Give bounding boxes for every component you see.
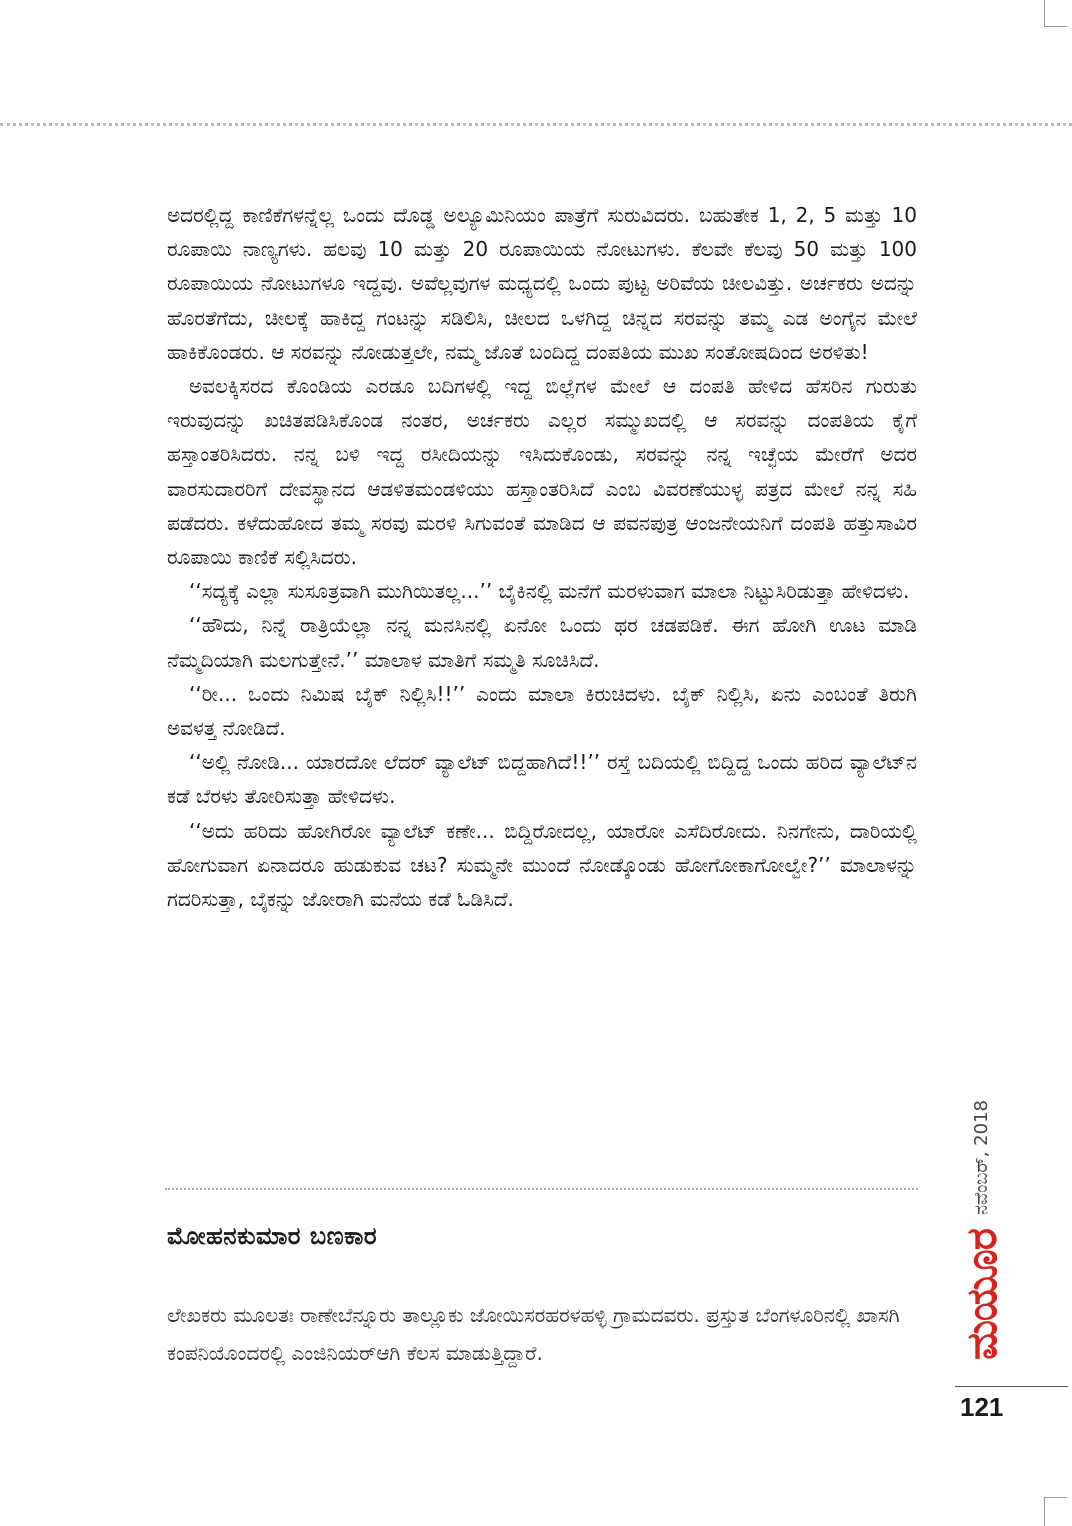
author-name: ಮೋಹನಕುಮಾರ ಬಣಕಾರ <box>167 1222 378 1250</box>
story-paragraph: ‘‘ಅದು ಹರಿದು ಹೋಗಿರೋ ವ್ಯಾಲೆಟ್ ಕಣೇ... ಬಿದ್ದಿರೋದಲ್ಲ, ಯಾರೋ ಎಸೆದಿರೋದು. ನಿನಗೇನು, ದಾರಿಯಲ್ಲಿ ಹೋಗುವಾಗ ಏನಾದರೂ ಹುಡುಕುವ ಚಟ? ಸುಮ್ಮನೇ ಮುಂದೆ ನೋಡ್ಕೊಂಡು ಹೋಗೋಕಾಗೋಲ್ವೇ?’’ ಮಾಲಾಳನ್ನು ಗದರಿಸುತ್ತಾ, ಬೈಕನ್ನು ಜೋರಾಗಿ ಮನೆಯ ಕಡೆ ಓಡಿಸಿದೆ. <box>167 818 917 912</box>
section-divider <box>165 1188 918 1190</box>
crop-mark-top <box>1044 0 1067 27</box>
issue-date: ನವೆಂಬರ್, 2018 <box>971 1099 992 1216</box>
story-body <box>167 198 917 916</box>
story-paragraph: ‘‘ರೀ... ಒಂದು ನಿಮಿಷ ಬೈಕ್ ನಿಲ್ಲಿಸಿ!!’’ ಎಂದು ಮಾಲಾ ಕಿರುಚಿದಳು. ಬೈಕ್ ನಿಲ್ಲಿಸಿ, ಏನು ಎಂಬಂತೆ ತಿರುಗಿ ಅವಳತ್ತ ನೋಡಿದೆ. <box>167 681 917 741</box>
page-number: 121 <box>960 1392 1004 1422</box>
story-paragraph: ‘‘ಅಲ್ಲಿ ನೋಡಿ... ಯಾರದೋ ಲೆದರ್ ವ್ಯಾಲೆಟ್ ಬಿದ್ದಹಾಗಿದೆ!!’’ ರಸ್ತೆ ಬದಿಯಲ್ಲಿ ಬಿದ್ದಿದ್ದ ಒಂದು ಹರಿದ ವ್ಯಾಲೆಟ್‌ನ ಕಡೆ ಬೆರಳು ತೋರಿಸುತ್ತಾ ಹೇಳಿದಳು. <box>167 750 917 809</box>
author-bio: ಲೇಖಕರು ಮೂಲತಃ ರಾಣೇಬೆನ್ನೂರು ತಾಲ್ಲೂಕು ಜೋಯಿಸರಹರಳಹಳ್ಳಿ ಗ್ರಾಮದವರು. ಪ್ರಸ್ತುತ ಬೆಂಗಳೂರಿನಲ್ಲಿ ಖಾಸಗಿ ಕಂಪನಿಯೊಂದರಲ್ಲಿ ಎಂಜಿನಿಯರ್‌ಆಗಿ ಕೆಲಸ ಮಾಡುತ್ತಿದ್ದಾರೆ. <box>167 1303 900 1365</box>
magazine-logo: ಮಯೂರ <box>957 1229 1006 1361</box>
story-paragraph: ‘‘ಸದ್ಯಕ್ಕೆ ಎಲ್ಲಾ ಸುಸೂತ್ರವಾಗಿ ಮುಗಿಯಿತಲ್ಲ...’’ ಬೈಕಿನಲ್ಲಿ ಮನೆಗೆ ಮರಳುವಾಗ ಮಾಲಾ ನಿಟ್ಟುಸಿರಿಡುತ್ತಾ ಹೇಳಿದಳು. <box>189 579 910 604</box>
magazine-side-strip <box>952 1085 1012 1375</box>
story-paragraph: ‘‘ಹೌದು, ನಿನ್ನೆ ರಾತ್ರಿಯೆಲ್ಲಾ ನನ್ನ ಮನಸಿನಲ್ಲಿ ಏನೋ ಒಂದು ಥರ ಚಡಪಡಿಕೆ. ಈಗ ಹೋಗಿ ಊಟ ಮಾಡಿ ನೆಮ್ಮದಿಯಾಗಿ ಮಲಗುತ್ತೇನೆ.’’ ಮಾಲಾಳ ಮಾತಿಗೆ ಸಮ್ಮತಿ ಸೂಚಿಸಿದೆ. <box>167 613 917 672</box>
story-paragraph: ಅವಲಕ್ಕಿಸರದ ಕೊಂಡಿಯ ಎರಡೂ ಬದಿಗಳಲ್ಲಿ ಇದ್ದ ಬಿಲ್ಲೆಗಳ ಮೇಲೆ ಆ ದಂಪತಿ ಹೇಳಿದ ಹೆಸರಿನ ಗುರುತು ಇರುವುದನ್ನು ಖಚಿತಪಡಿಸಿಕೊಂಡ ನಂತರ, ಅರ್ಚಕರು ಎಲ್ಲರ ಸಮ್ಮುಖದಲ್ಲಿ ಆ ಸರವನ್ನು ದಂಪತಿಯ ಕೈಗೆ ಹಸ್ತಾಂತರಿಸಿದರು. ನನ್ನ ಬಳಿ ಇದ್ದ ರಸೀದಿಯನ್ನು ಇಸಿದುಕೊಂಡು, ಸರವನ್ನು ನನ್ನ ಇಚ್ಛೆಯ ಮೇರೆಗೆ ಅದರ ವಾರಸುದಾರರಿಗೆ ದೇವಸ್ಥಾನದ ಆಡಳಿತಮಂಡಳಿಯು ಹಸ್ತಾಂತರಿಸಿದೆ ಎಂಬ ವಿವರಣೆಯುಳ್ಳ ಪತ್ರದ ಮೇಲೆ ನನ್ನ ಸಹಿ ಪಡೆದರು. ಕಳೆದುಹೋದ ತಮ್ಮ ಸರವು ಮರಳಿ ಸಿಗುವಂತೆ ಮಾಡಿದ ಆ ಪವನಪುತ್ರ ಆಂಜನೇಯನಿಗೆ ದಂಪತಿ ಹತ್ತುಸಾವಿರ ರೂಪಾಯಿ ಕಾಣಿಕೆ ಸಲ್ಲಿಸಿದರು. <box>167 374 917 570</box>
page-number-rule <box>955 1386 1068 1387</box>
top-dotted-rule <box>0 123 1072 126</box>
story-paragraph: ಅದರಲ್ಲಿದ್ದ ಕಾಣಿಕೆಗಳನ್ನೆಲ್ಲ ಒಂದು ದೊಡ್ಡ ಅಲ್ಯೂಮಿನಿಯಂ ಪಾತ್ರೆಗೆ ಸುರುವಿದರು. ಬಹುತೇಕ 1, 2, 5 ಮತ್ತು 10 ರೂಪಾಯಿ ನಾಣ್ಯಗಳು. ಹಲವು 10 ಮತ್ತು 20 ರೂಪಾಯಿಯ ನೋಟುಗಳು. ಕೆಲವೇ ಕೆಲವು 50 ಮತ್ತು 100 ರೂಪಾಯಿಯ ನೋಟುಗಳೂ ಇದ್ದವು. ಅವೆಲ್ಲವುಗಳ ಮಧ್ಯದಲ್ಲಿ ಒಂದು ಪುಟ್ಟ ಅರಿವೆಯ ಚೀಲವಿತ್ತು. ಅರ್ಚಕರು ಅದನ್ನು ಹೊರತೆಗೆದು, ಚೀಲಕ್ಕೆ ಹಾಕಿದ್ದ ಗಂಟನ್ನು ಸಡಿಲಿಸಿ, ಚೀಲದ ಒಳಗಿದ್ದ ಚಿನ್ನದ ಸರವನ್ನು ತಮ್ಮ ಎಡ ಅಂಗೈನ ಮೇಲೆ ಹಾಕಿಕೊಂಡರು. ಆ ಸರವನ್ನು ನೋಡುತ್ತಲೇ, ನಮ್ಮ ಜೊತೆ ಬಂದಿದ್ದ ದಂಪತಿಯ ಮುಖ ಸಂತೋಷದಿಂದ ಅರಳಿತು! <box>167 203 917 364</box>
magazine-masthead <box>957 1099 1006 1361</box>
crop-mark-bottom <box>1044 1497 1067 1526</box>
